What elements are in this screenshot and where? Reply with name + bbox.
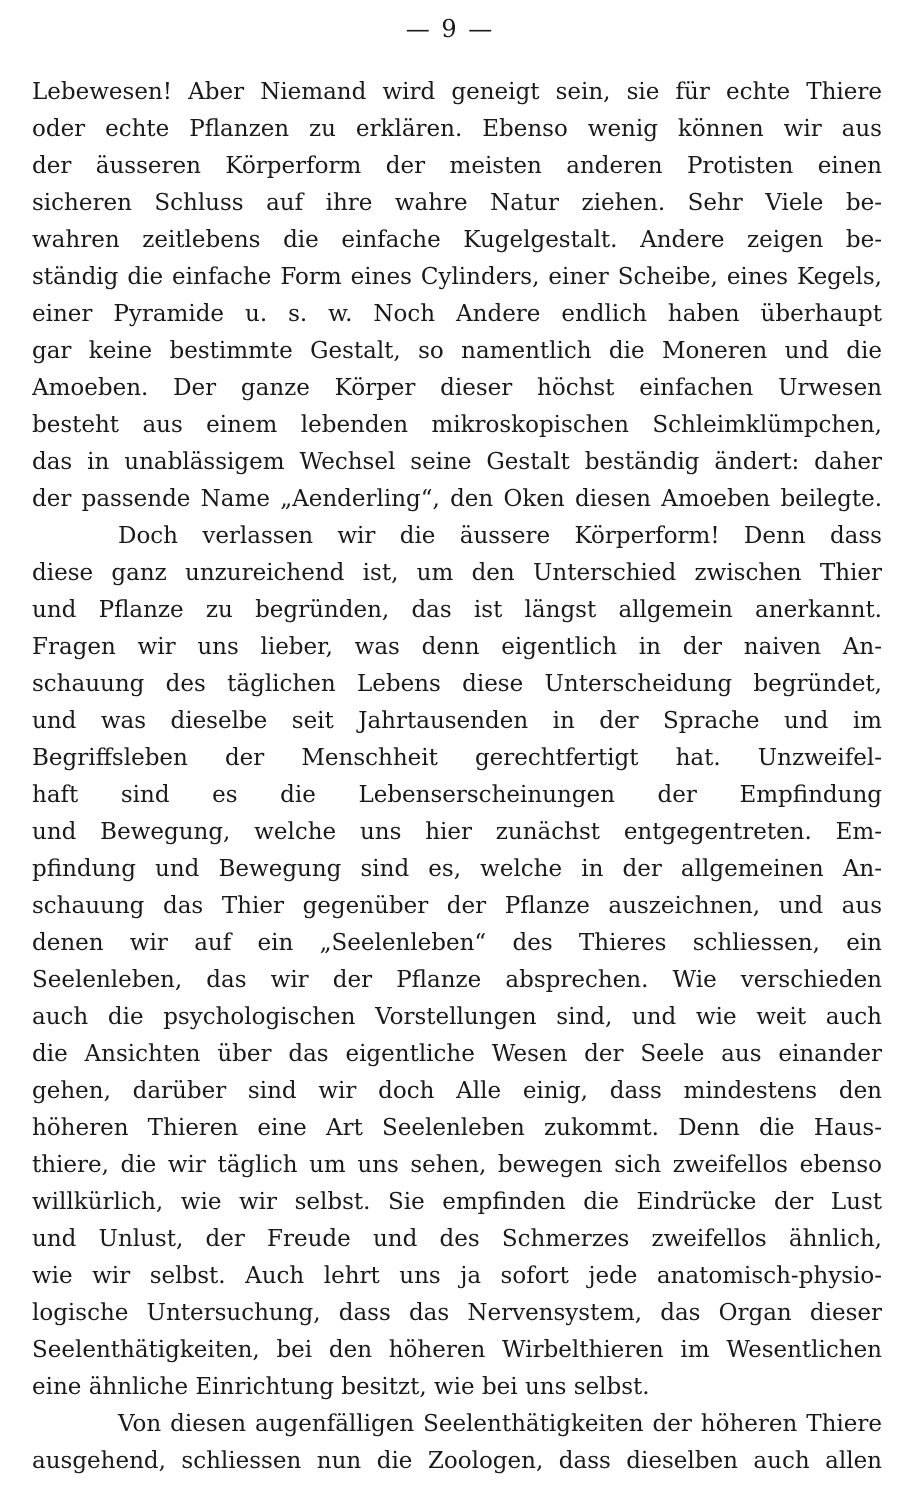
body-text bbox=[32, 74, 882, 1480]
text-line: und was dieselbe seit Jahrtausenden in der Sprache und im bbox=[32, 708, 882, 734]
text-line: und Bewegung, welche uns hier zunächst entgegentreten. Em- bbox=[32, 819, 882, 845]
text-line: Seelenthätigkeiten, bei den höheren Wirbelthieren im Wesentlichen bbox=[32, 1337, 882, 1363]
text-line: die Ansichten über das eigentliche Wesen der Seele aus einander bbox=[32, 1041, 882, 1067]
text-line: oder echte Pflanzen zu erklären. Ebenso wenig können wir aus bbox=[32, 116, 882, 142]
text-line: wahren zeitlebens die einfache Kugelgestalt. Andere zeigen be- bbox=[32, 227, 882, 253]
text-line: ausgehend, schliessen nun die Zoologen, dass dieselben auch allen bbox=[32, 1448, 882, 1474]
text-line: Von diesen augenfälligen Seelenthätigkeiten der höheren Thiere bbox=[118, 1411, 882, 1437]
text-line: eine ähnliche Einrichtung besitzt, wie bei uns selbst. bbox=[32, 1374, 650, 1400]
page-number: — 9 — bbox=[405, 15, 495, 43]
text-line: auch die psychologischen Vorstellungen sind, und wie weit auch bbox=[32, 1004, 882, 1030]
text-line: Begriffsleben der Menschheit gerechtfertigt hat. Unzweifel- bbox=[32, 745, 882, 771]
text-line: schauung das Thier gegenüber der Pflanze auszeichnen, und aus bbox=[32, 893, 882, 919]
text-line: Doch verlassen wir die äussere Körperform! Denn dass bbox=[118, 523, 882, 549]
text-line: pfindung und Bewegung sind es, welche in der allgemeinen An- bbox=[32, 856, 882, 882]
text-line: diese ganz unzureichend ist, um den Unterschied zwischen Thier bbox=[32, 560, 882, 586]
text-line: Lebewesen! Aber Niemand wird geneigt sein, sie für echte Thiere bbox=[32, 79, 882, 105]
text-line: der äusseren Körperform der meisten anderen Protisten einen bbox=[32, 153, 882, 179]
text-line: thiere, die wir täglich um uns sehen, bewegen sich zweifellos ebenso bbox=[32, 1152, 882, 1178]
text-line: und Unlust, der Freude und des Schmerzes zweifellos ähnlich, bbox=[32, 1226, 882, 1252]
paragraph-3 bbox=[32, 1406, 882, 1480]
text-line: besteht aus einem lebenden mikroskopischen Schleimklümpchen, bbox=[32, 412, 882, 438]
text-line: sicheren Schluss auf ihre wahre Natur ziehen. Sehr Viele be- bbox=[32, 190, 882, 216]
text-line: ständig die einfache Form eines Cylinders, einer Scheibe, eines Kegels, bbox=[32, 264, 882, 290]
text-line: haft sind es die Lebenserscheinungen der Empfindung bbox=[32, 782, 882, 808]
text-line: Seelenleben, das wir der Pflanze absprechen. Wie verschieden bbox=[32, 967, 882, 993]
text-line: einer Pyramide u. s. w. Noch Andere endlich haben überhaupt bbox=[32, 301, 882, 327]
text-line: das in unablässigem Wechsel seine Gestalt beständig ändert: daher bbox=[32, 449, 882, 475]
text-line: der passende Name „Aenderling“, den Oken diesen Amoeben beilegte. bbox=[32, 486, 882, 512]
paragraph-1 bbox=[32, 74, 882, 518]
paragraph-2 bbox=[32, 518, 882, 1406]
text-line: willkürlich, wie wir selbst. Sie empfinden die Eindrücke der Lust bbox=[32, 1189, 882, 1215]
text-line: höheren Thieren eine Art Seelenleben zukommt. Denn die Haus- bbox=[32, 1115, 882, 1141]
text-line: logische Untersuchung, dass das Nervensystem, das Organ dieser bbox=[32, 1300, 882, 1326]
text-line: gehen, darüber sind wir doch Alle einig, dass mindestens den bbox=[32, 1078, 882, 1104]
text-line: wie wir selbst. Auch lehrt uns ja sofort jede anatomisch-physio- bbox=[32, 1263, 882, 1289]
text-line: denen wir auf ein „Seelenleben“ des Thieres schliessen, ein bbox=[32, 930, 882, 956]
text-line: Fragen wir uns lieber, was denn eigentlich in der naiven An- bbox=[32, 634, 882, 660]
text-line: gar keine bestimmte Gestalt, so namentlich die Moneren und die bbox=[32, 338, 882, 364]
text-line: Amoeben. Der ganze Körper dieser höchst einfachen Urwesen bbox=[32, 375, 882, 401]
text-line: und Pflanze zu begründen, das ist längst allgemein anerkannt. bbox=[32, 597, 882, 623]
text-line: schauung des täglichen Lebens diese Unterscheidung begründet, bbox=[32, 671, 882, 697]
